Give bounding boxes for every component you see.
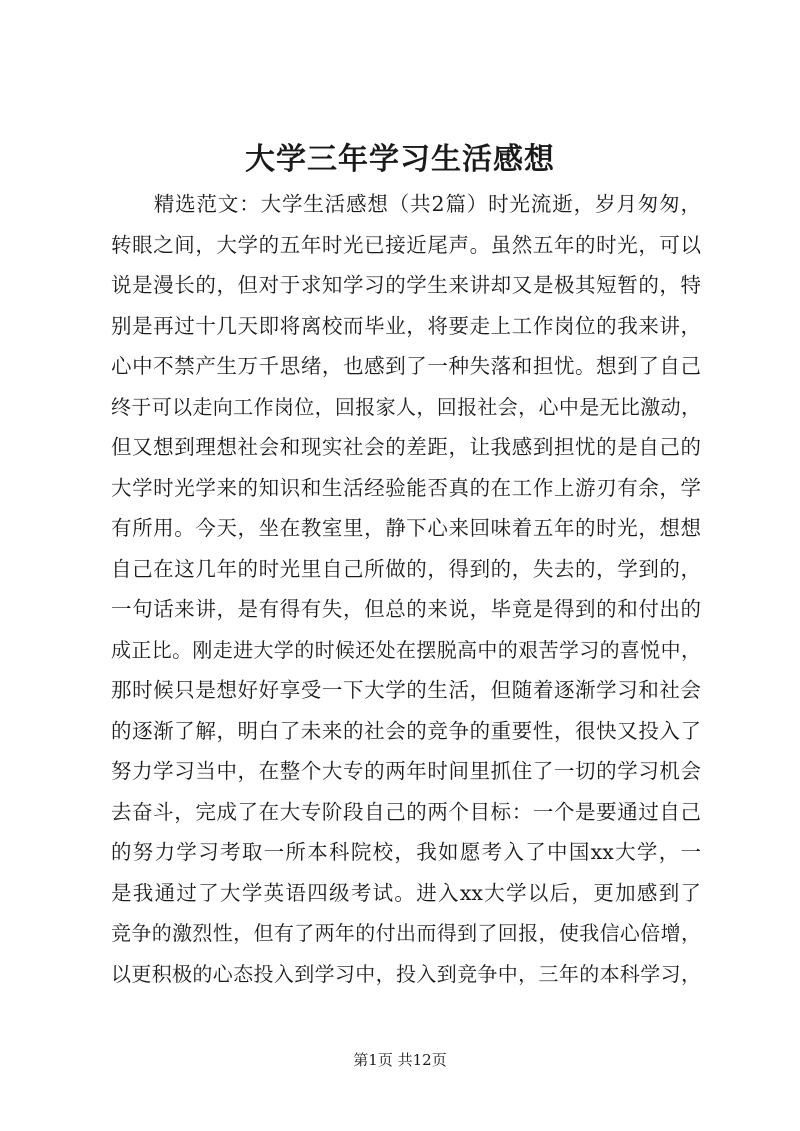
body-line: 的逐渐了解，明白了未来的社会的竞争的重要性，很快又投入了 bbox=[111, 718, 701, 743]
body-line: 终于可以走向工作岗位，回报家人，回报社会，心中是无比激动， bbox=[111, 394, 701, 419]
body-line: 说是漫长的，但对于求知学习的学生来讲却又是极其短暂的，特 bbox=[111, 273, 701, 297]
body-line: 以更积极的心态投入到学习中，投入到竞争中，三年的本科学习， bbox=[111, 961, 701, 986]
body-line: 别是再过十几天即将离校而毕业，将要走上工作岗位的我来讲， bbox=[111, 313, 701, 338]
body-line: 努力学习当中，在整个大专的两年时间里抓住了一切的学习机会 bbox=[111, 759, 701, 783]
body-line: 大学时光学来的知识和生活经验能否真的在工作上游刃有余，学 bbox=[111, 475, 701, 500]
body-line: 是我通过了大学英语四级考试。进入xx大学以后，更加感到了 bbox=[111, 880, 701, 905]
body-line: 但又想到理想社会和现实社会的差距，让我感到担忧的是自己的 bbox=[111, 435, 701, 459]
body-line: 竞争的激烈性，但有了两年的付出而得到了回报，使我信心倍增， bbox=[111, 921, 701, 945]
body-line: 成正比。刚走进大学的时候还处在摆脱高中的艰苦学习的喜悦中， bbox=[111, 637, 701, 662]
body-line: 转眼之间，大学的五年时光已接近尾声。虽然五年的时光，可以 bbox=[111, 232, 701, 257]
body-line: 去奋斗，完成了在大专阶段自己的两个目标：一个是要通过自己 bbox=[111, 799, 701, 824]
page-number-footer: 第1页 共12页 bbox=[353, 1051, 447, 1069]
body-line: 心中不禁产生万千思绪，也感到了一种失落和担忧。想到了自己 bbox=[111, 354, 701, 378]
body-line: 精选范文：大学生活感想（共2篇）时光流逝，岁月匆匆， bbox=[111, 192, 701, 216]
body-line: 一句话来讲，是有得有失，但总的来说，毕竟是得到的和付出的 bbox=[111, 597, 701, 621]
body-line: 那时候只是想好好享受一下大学的生活，但随着逐渐学习和社会 bbox=[111, 678, 701, 702]
document-body bbox=[111, 184, 701, 994]
body-line: 自己在这几年的时光里自己所做的，得到的，失去的，学到的， bbox=[111, 556, 701, 581]
body-line: 的努力学习考取一所本科院校，我如愿考入了中国xx大学，一 bbox=[111, 840, 701, 864]
document-title: 大学三年学习生活感想 bbox=[245, 142, 555, 177]
body-line: 有所用。今天，坐在教室里，静下心来回味着五年的时光，想想 bbox=[111, 516, 701, 540]
